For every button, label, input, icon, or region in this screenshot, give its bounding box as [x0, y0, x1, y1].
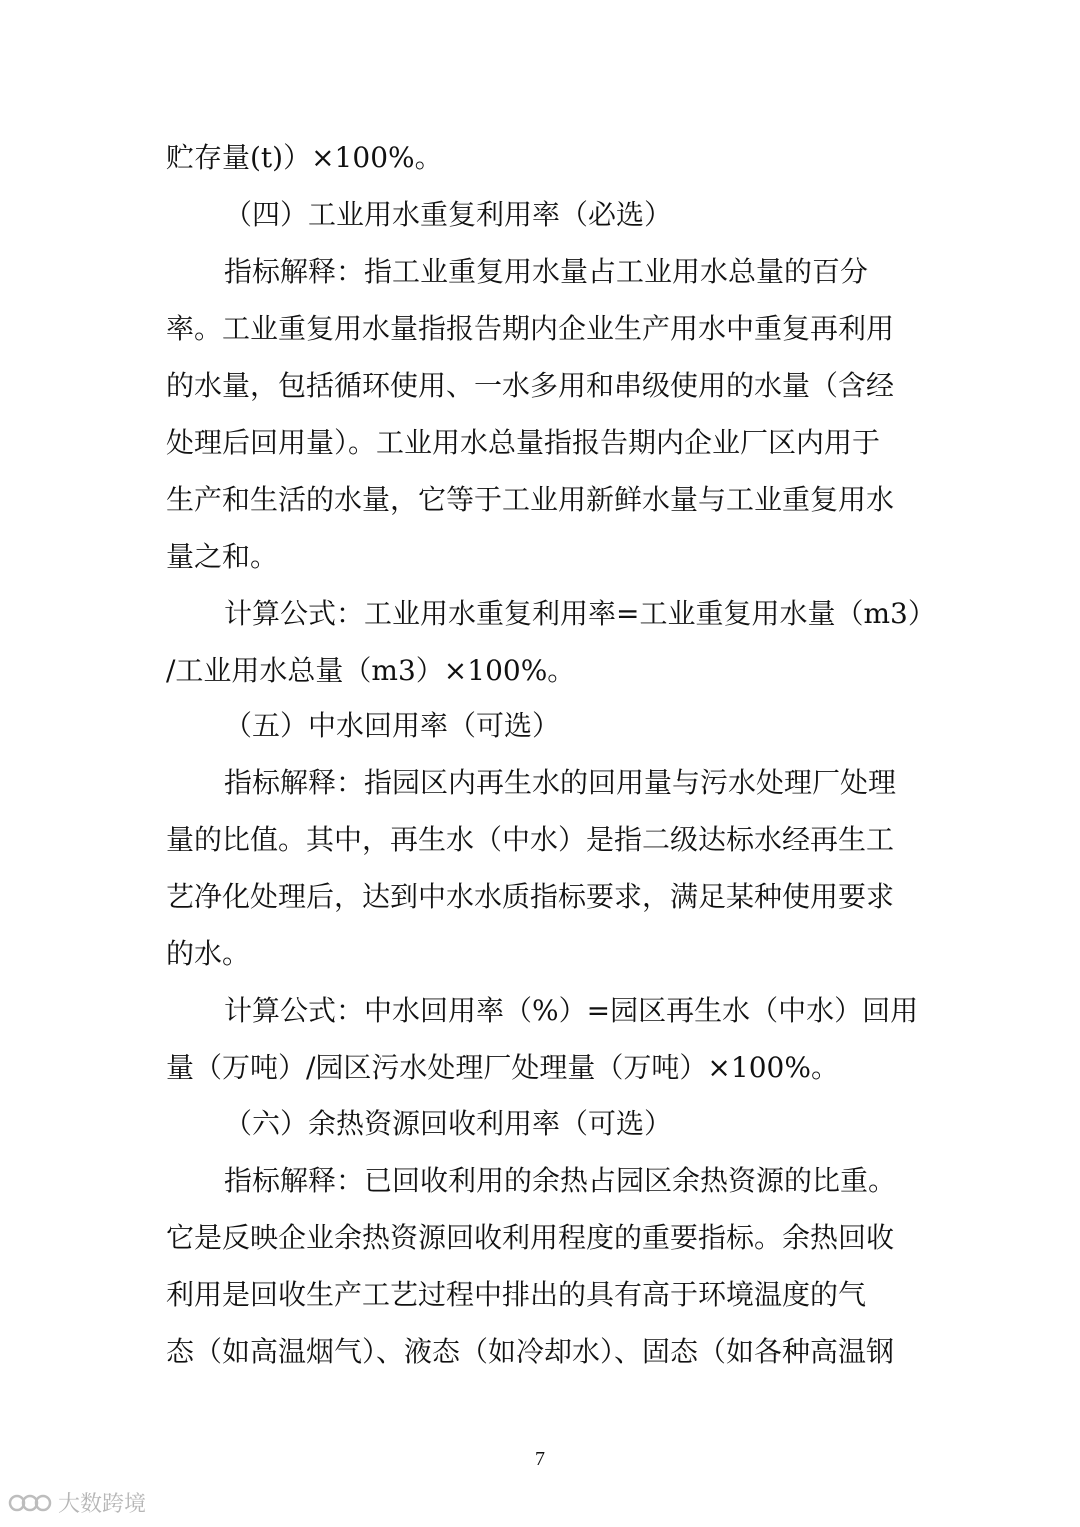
text-line: 利用是回收生产工艺过程中排出的具有高于环境温度的气	[166, 1278, 867, 1311]
text-line: 贮存量(t)）×100%。	[166, 141, 443, 174]
text-line: 率。工业重复用水量指报告期内企业生产用水中重复再利用	[166, 312, 895, 345]
text-line: 计算公式：中水回用率（%）=园区再生水（中水）回用	[224, 994, 919, 1027]
text-line: 处理后回用量）。工业用水总量指报告期内企业厂区内用于	[166, 426, 881, 459]
text-line: 指标解释：指工业重复用水量占工业用水总量的百分	[224, 255, 869, 288]
text-line: 它是反映企业余热资源回收利用程度的重要指标。余热回收	[166, 1221, 895, 1254]
text-line: 的水量，包括循环使用、一水多用和串级使用的水量（含经	[166, 369, 895, 402]
text-line: 计算公式：工业用水重复利用率=工业重复用水量（m3）	[224, 597, 936, 630]
text-line: 量之和。	[166, 540, 279, 573]
text-line: 量的比值。其中，再生水（中水）是指二级达标水经再生工	[166, 823, 895, 856]
section-heading: （五）中水回用率（可选）	[224, 709, 561, 742]
text-line: /工业用水总量（m3）×100%。	[166, 654, 576, 687]
text-line: 指标解释：指园区内再生水的回用量与污水处理厂处理	[224, 766, 897, 799]
text-line: 量（万吨）/园区污水处理厂处理量（万吨）×100%。	[166, 1051, 839, 1084]
text-line: 的水。	[166, 937, 251, 970]
section-heading: （四）工业用水重复利用率（必选）	[224, 198, 673, 231]
logo-icon	[8, 1490, 52, 1516]
text-line: 生产和生活的水量，它等于工业用新鲜水量与工业重复用水	[166, 483, 895, 516]
text-line: 艺净化处理后，达到中水水质指标要求，满足某种使用要求	[166, 880, 895, 913]
watermark-text: 大数跨境	[58, 1492, 147, 1517]
watermark	[8, 1487, 146, 1518]
text-line: 指标解释：已回收利用的余热占园区余热资源的比重。	[224, 1164, 897, 1197]
page-number: 7	[535, 1448, 545, 1470]
section-heading: （六）余热资源回收利用率（可选）	[224, 1107, 673, 1140]
text-line: 态（如高温烟气）、液态（如冷却水）、固态（如各种高温钢	[166, 1335, 895, 1368]
